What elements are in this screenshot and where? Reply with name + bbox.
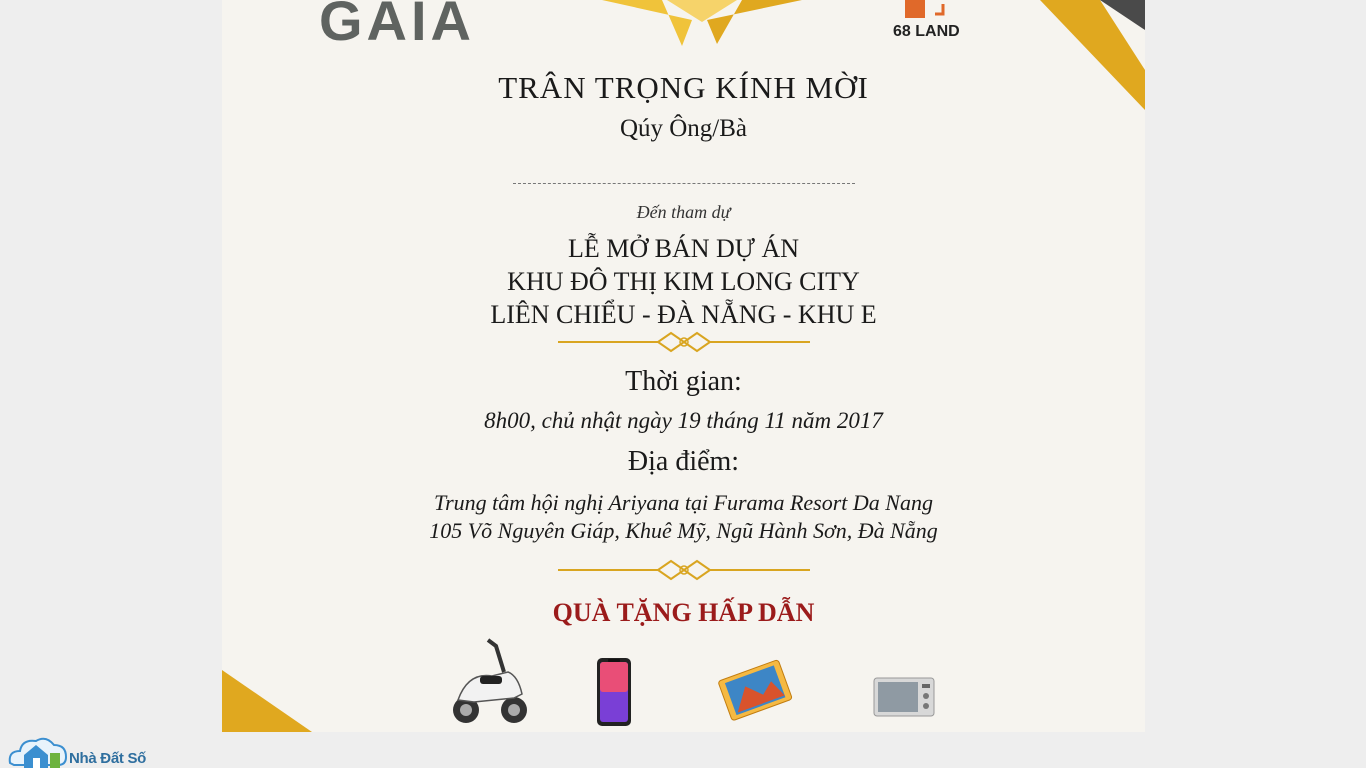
gifts-heading: QUÀ TẶNG HẤP DẪN <box>552 598 815 627</box>
venue-address: 105 Võ Nguyên Giáp, Khuê Mỹ, Ngũ Hành Sơn, Đà Nẵng <box>429 518 938 543</box>
gold-star-ornament <box>602 0 802 48</box>
event-title-line: LIÊN CHIỂU - ĐÀ NẴNG - KHU E <box>490 300 877 329</box>
gold-corner-ribbon-bottom-left <box>222 660 322 732</box>
68-land-logo-text: 68 LAND <box>893 23 960 40</box>
gaia-logo: GAIA <box>319 0 475 52</box>
microwave-icon <box>872 632 936 732</box>
smartphone-icon <box>594 632 634 732</box>
watermark-text: Nhà Đất Số <box>69 750 147 767</box>
gold-knot-ornament <box>558 330 810 354</box>
68-land-logo-mark <box>905 0 957 20</box>
attend-label: Đến tham dự <box>636 202 731 222</box>
event-title-line: LỄ MỞ BÁN DỰ ÁN <box>567 234 800 263</box>
event-title-line: KHU ĐÔ THỊ KIM LONG CITY <box>507 267 860 296</box>
time-heading: Thời gian: <box>625 366 742 397</box>
place-heading: Địa điểm: <box>627 446 740 477</box>
guest-salutation: Qúy Ông/Bà <box>619 115 748 142</box>
invitation-title: TRÂN TRỌNG KÍNH MỜI <box>498 70 869 105</box>
gold-knot-ornament <box>558 558 810 582</box>
travel-ticket-icon <box>718 632 800 732</box>
venue-name: Trung tâm hội nghị Ariyana tại Furama Resort Da Nang <box>434 490 933 515</box>
invitation-card <box>222 0 1145 732</box>
dotted-divider <box>513 183 855 184</box>
scooter-icon <box>448 632 532 732</box>
event-date-time: 8h00, chủ nhật ngày 19 tháng 11 năm 2017 <box>484 408 883 433</box>
